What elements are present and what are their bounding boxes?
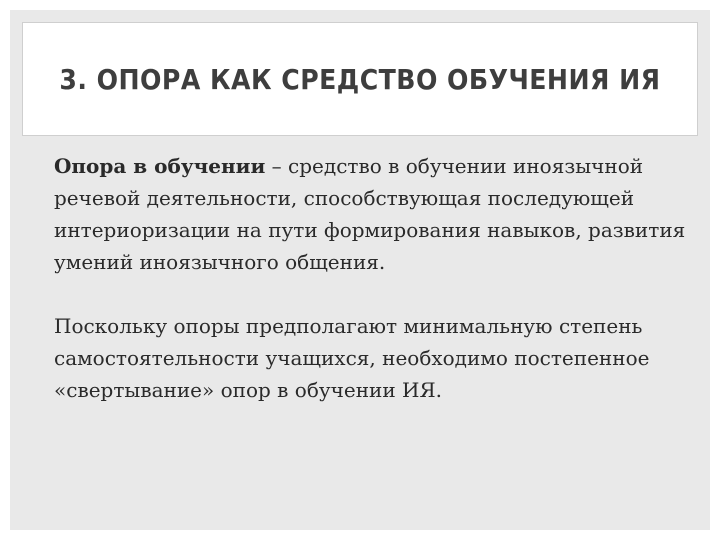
slide-body [54,150,694,406]
definition-text: – средство в обучении иноязычной речевой деятельности, способствующая последующей интериоризации на пути формирования навыков, развития умений иноязычного общения. [54,154,686,274]
defined-term: Опора в обучении [54,154,266,178]
title-box [22,22,698,136]
definition-paragraph [54,150,694,278]
slide [10,10,710,530]
slide-title: 3. ОПОРА КАК СРЕДСТВО ОБУЧЕНИЯ ИЯ [59,62,661,96]
second-paragraph: Поскольку опоры предполагают минимальную степень самостоятельности учащихся, необходимо постепенное «свертывание» опор в обучении ИЯ. [54,314,650,402]
